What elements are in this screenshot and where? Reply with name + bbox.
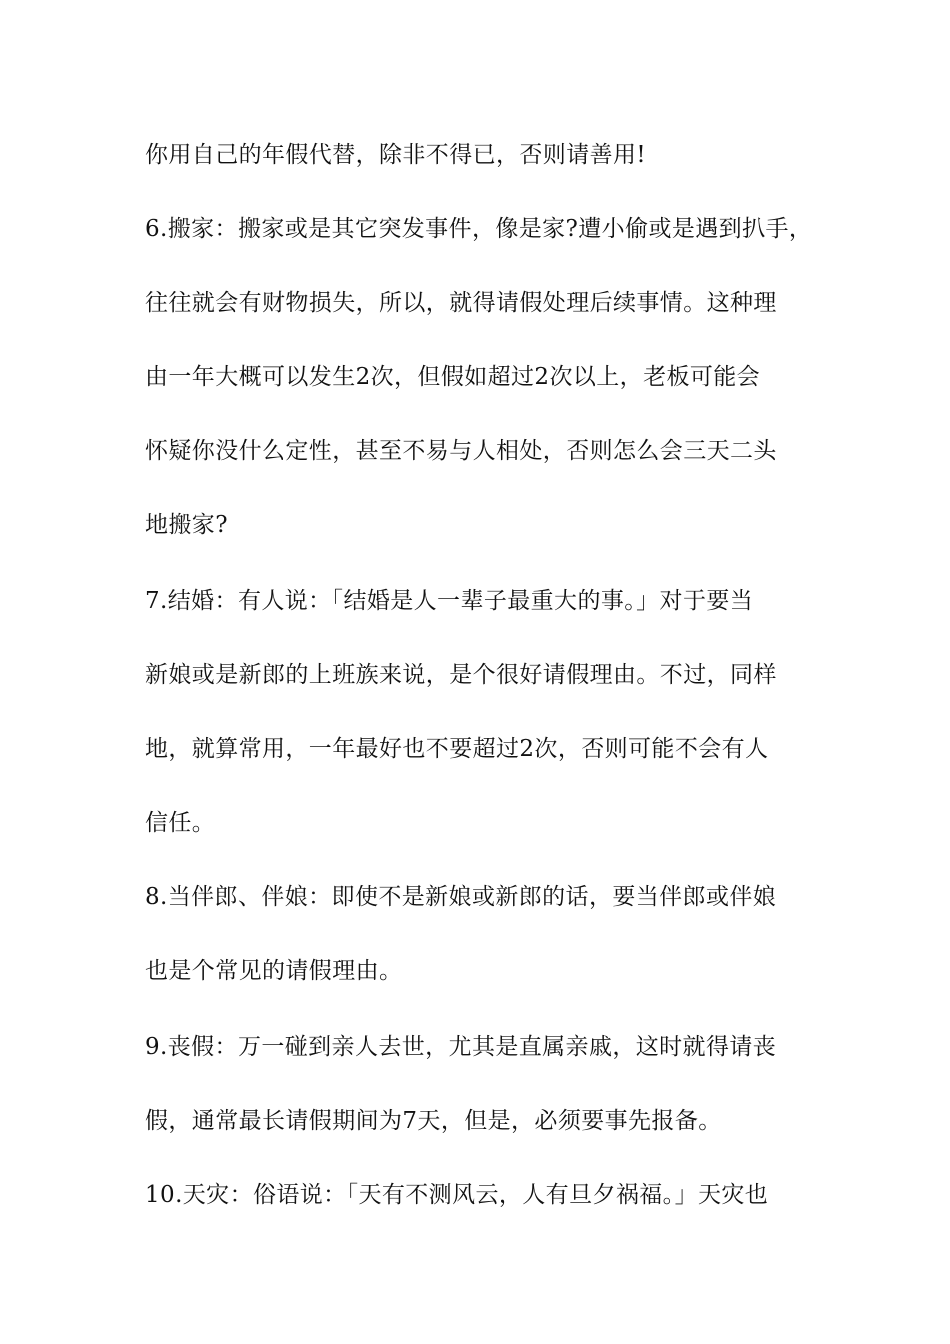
text-line-1: 你用自己的年假代替，除非不得已，否则请善用! [145,142,647,168]
text-line-10: 信任。 [145,810,216,836]
text-line-12: 也是个常见的请假理由。 [145,958,403,984]
text-line-8: 新娘或是新郎的上班族来说，是个很好请假理由。不过，同样 [145,662,777,688]
text-line-9: 地，就算常用，一年最好也不要超过2次，否则可能不会有人 [145,736,769,762]
text-line-15: 10.天灾：俗语说：「天有不测风云，人有旦夕祸福。」天灾也 [145,1182,769,1208]
text-line-4: 由一年大概可以发生2次，但假如超过2次以上，老板可能会 [145,364,761,390]
text-line-14: 假，通常最长请假期间为7天，但是，必须要事先报备。 [145,1108,722,1134]
text-line-2: 6.搬家：搬家或是其它突发事件，像是家?遭小偷或是遇到扒手， [145,216,813,242]
text-line-5: 怀疑你没什么定性，甚至不易与人相处，否则怎么会三天二头 [145,438,777,464]
text-line-6: 地搬家? [145,512,228,538]
text-line-11: 8.当伴郎、伴娘：即使不是新娘或新郎的话，要当伴郎或伴娘 [145,884,777,910]
text-line-3: 往往就会有财物损失，所以，就得请假处理后续事情。这种理 [145,290,777,316]
text-line-13: 9.丧假：万一碰到亲人去世，尤其是直属亲戚，这时就得请丧 [145,1034,777,1060]
text-line-7: 7.结婚：有人说：「结婚是人一辈子最重大的事。」对于要当 [145,588,754,614]
